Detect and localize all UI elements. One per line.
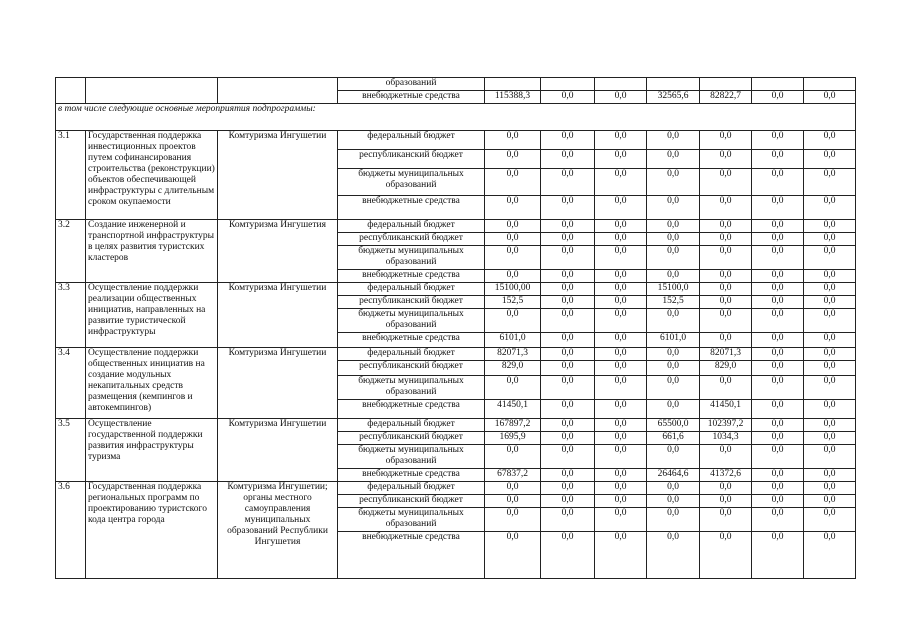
value-cell: 0,0: [752, 508, 804, 532]
value-cell: 0,0: [595, 270, 647, 283]
value-cell: 0,0: [647, 376, 700, 400]
value-cell: 0,0: [541, 482, 595, 495]
table-row: [56, 348, 856, 361]
value-cell: 0,0: [595, 309, 647, 333]
value-cell: 0,0: [804, 309, 856, 333]
value-cell: 0,0: [485, 376, 541, 400]
value-cell: 0,0: [541, 348, 595, 361]
value-cell: 82822,7: [700, 91, 752, 104]
value-cell: 0,0: [647, 495, 700, 508]
funding-source-cell: внебюджетные средства: [338, 196, 485, 220]
value-cell: 0,0: [700, 376, 752, 400]
value-cell: [804, 78, 856, 91]
value-cell: 0,0: [752, 220, 804, 233]
value-cell: 15100,0: [647, 283, 700, 296]
value-cell: 0,0: [541, 376, 595, 400]
funding-source-cell: республиканский бюджет: [338, 233, 485, 246]
value-cell: 0,0: [700, 495, 752, 508]
value-cell: 0,0: [804, 246, 856, 270]
value-cell: 0,0: [595, 508, 647, 532]
value-cell: 0,0: [541, 220, 595, 233]
value-cell: 0,0: [804, 150, 856, 169]
value-cell: 1695,9: [485, 432, 541, 445]
value-cell: 0,0: [595, 376, 647, 400]
value-cell: 26464,6: [647, 469, 700, 482]
funding-source-cell: внебюджетные средства: [338, 333, 485, 348]
value-cell: 0,0: [700, 296, 752, 309]
value-cell: 0,0: [541, 445, 595, 469]
section-row: [56, 104, 856, 131]
value-cell: 661,6: [647, 432, 700, 445]
value-cell: [752, 78, 804, 91]
value-cell: 0,0: [804, 361, 856, 376]
value-cell: 0,0: [541, 283, 595, 296]
funding-source-cell: внебюджетные средства: [338, 469, 485, 482]
value-cell: 0,0: [595, 348, 647, 361]
value-cell: 0,0: [541, 361, 595, 376]
funding-source-cell: бюджеты муниципальных образований: [338, 309, 485, 333]
value-cell: 0,0: [700, 169, 752, 196]
value-cell: 0,0: [804, 196, 856, 220]
value-cell: 0,0: [485, 270, 541, 283]
value-cell: 0,0: [541, 296, 595, 309]
value-cell: 0,0: [595, 469, 647, 482]
value-cell: 0,0: [752, 445, 804, 469]
value-cell: 0,0: [595, 196, 647, 220]
funding-source-cell: федеральный бюджет: [338, 283, 485, 296]
value-cell: 0,0: [647, 532, 700, 579]
funding-source-cell: республиканский бюджет: [338, 432, 485, 445]
value-cell: 0,0: [804, 445, 856, 469]
value-cell: 0,0: [804, 270, 856, 283]
budget-table-body: [56, 78, 856, 579]
value-cell: 0,0: [595, 220, 647, 233]
value-cell: 0,0: [595, 495, 647, 508]
table-row: [56, 482, 856, 495]
activity-executor: Комтуризма Ингушетии: [218, 131, 338, 220]
value-cell: 0,0: [541, 196, 595, 220]
value-cell: 0,0: [804, 532, 856, 579]
value-cell: 0,0: [595, 361, 647, 376]
value-cell: 0,0: [485, 233, 541, 246]
value-cell: 0,0: [752, 233, 804, 246]
value-cell: 0,0: [485, 246, 541, 270]
value-cell: 0,0: [647, 220, 700, 233]
value-cell: [541, 78, 595, 91]
funding-source-cell: внебюджетные средства: [338, 532, 485, 579]
value-cell: 0,0: [485, 220, 541, 233]
value-cell: 0,0: [804, 283, 856, 296]
value-cell: 0,0: [485, 482, 541, 495]
value-cell: 41450,1: [700, 400, 752, 419]
value-cell: 0,0: [647, 348, 700, 361]
funding-source-cell: внебюджетные средства: [338, 400, 485, 419]
value-cell: 0,0: [804, 233, 856, 246]
funding-source-cell: республиканский бюджет: [338, 495, 485, 508]
value-cell: 0,0: [647, 361, 700, 376]
value-cell: 0,0: [752, 333, 804, 348]
funding-source-cell: федеральный бюджет: [338, 131, 485, 150]
value-cell: 0,0: [595, 532, 647, 579]
value-cell: 0,0: [541, 419, 595, 432]
value-cell: 829,0: [700, 361, 752, 376]
value-cell: 0,0: [804, 169, 856, 196]
value-cell: 0,0: [700, 131, 752, 150]
value-cell: 0,0: [595, 445, 647, 469]
activity-number: 3.4: [56, 348, 86, 419]
value-cell: 0,0: [541, 91, 595, 104]
value-cell: 167897,2: [485, 419, 541, 432]
activity-number: 3.2: [56, 220, 86, 283]
value-cell: 0,0: [647, 246, 700, 270]
value-cell: 82071,3: [485, 348, 541, 361]
value-cell: 0,0: [752, 348, 804, 361]
activity-executor: Комтуризма Ингушетия: [218, 220, 338, 283]
value-cell: 15100,00: [485, 283, 541, 296]
value-cell: 0,0: [485, 508, 541, 532]
value-cell: 0,0: [541, 333, 595, 348]
value-cell: 41450,1: [485, 400, 541, 419]
funding-source-cell: бюджеты муниципальных образований: [338, 376, 485, 400]
value-cell: 152,5: [647, 296, 700, 309]
budget-table: [55, 77, 856, 579]
funding-source-cell: федеральный бюджет: [338, 348, 485, 361]
activity-number: 3.5: [56, 419, 86, 482]
value-cell: 0,0: [541, 309, 595, 333]
value-cell: 0,0: [485, 495, 541, 508]
activity-executor: Комтуризма Ингушетии: [218, 419, 338, 482]
value-cell: 0,0: [541, 233, 595, 246]
activity-executor: Комтуризма Ингушетии: [218, 283, 338, 348]
value-cell: 0,0: [700, 309, 752, 333]
value-cell: 0,0: [647, 445, 700, 469]
value-cell: 0,0: [595, 246, 647, 270]
value-cell: 0,0: [541, 400, 595, 419]
value-cell: 0,0: [700, 482, 752, 495]
value-cell: 0,0: [595, 150, 647, 169]
value-cell: 0,0: [752, 270, 804, 283]
value-cell: [595, 78, 647, 91]
value-cell: 0,0: [595, 333, 647, 348]
value-cell: 67837,2: [485, 469, 541, 482]
value-cell: 0,0: [804, 333, 856, 348]
activity-name: Создание инженерной и транспортной инфраструктуры в целях развития туристских кластеров: [86, 220, 218, 283]
value-cell: 0,0: [700, 532, 752, 579]
value-cell: 6101,0: [647, 333, 700, 348]
activity-name: Осуществление поддержки реализации общественных инициатив, направленных на развитие туристической инфраструктуры: [86, 283, 218, 348]
value-cell: 152,5: [485, 296, 541, 309]
value-cell: [647, 78, 700, 91]
value-cell: 0,0: [804, 482, 856, 495]
value-cell: 41372,6: [700, 469, 752, 482]
value-cell: 0,0: [700, 333, 752, 348]
value-cell: 0,0: [700, 508, 752, 532]
funding-source-cell: бюджеты муниципальных образований: [338, 169, 485, 196]
value-cell: 0,0: [647, 150, 700, 169]
value-cell: 0,0: [752, 532, 804, 579]
value-cell: 0,0: [485, 131, 541, 150]
value-cell: 0,0: [595, 131, 647, 150]
value-cell: 0,0: [804, 376, 856, 400]
table-row: [56, 283, 856, 296]
value-cell: 0,0: [541, 469, 595, 482]
value-cell: 0,0: [752, 376, 804, 400]
activity-name: Осуществление государственной поддержки развития инфраструктуры туризма: [86, 419, 218, 482]
value-cell: 102397,2: [700, 419, 752, 432]
value-cell: 0,0: [804, 348, 856, 361]
funding-source-cell: федеральный бюджет: [338, 482, 485, 495]
value-cell: 0,0: [752, 482, 804, 495]
value-cell: 0,0: [804, 469, 856, 482]
value-cell: 115388,3: [485, 91, 541, 104]
funding-source-cell: внебюджетные средства: [338, 270, 485, 283]
value-cell: 0,0: [752, 400, 804, 419]
value-cell: 0,0: [752, 469, 804, 482]
value-cell: 0,0: [485, 445, 541, 469]
value-cell: 0,0: [541, 432, 595, 445]
value-cell: 0,0: [752, 432, 804, 445]
value-cell: 0,0: [541, 169, 595, 196]
value-cell: [485, 78, 541, 91]
value-cell: 0,0: [752, 246, 804, 270]
funding-source-cell: образований: [338, 78, 485, 91]
value-cell: 829,0: [485, 361, 541, 376]
value-cell: 6101,0: [485, 333, 541, 348]
activity-number: 3.3: [56, 283, 86, 348]
value-cell: 0,0: [752, 495, 804, 508]
value-cell: 0,0: [647, 270, 700, 283]
activity-name: Осуществление поддержки общественных инициатив на создание модульных некапитальных средств размещения (кемпингов и автокемпингов): [86, 348, 218, 419]
funding-source-cell: республиканский бюджет: [338, 150, 485, 169]
value-cell: 0,0: [752, 309, 804, 333]
value-cell: 0,0: [804, 91, 856, 104]
value-cell: 0,0: [700, 283, 752, 296]
funding-source-cell: бюджеты муниципальных образований: [338, 246, 485, 270]
value-cell: 0,0: [485, 532, 541, 579]
value-cell: 1034,3: [700, 432, 752, 445]
value-cell: 0,0: [647, 508, 700, 532]
funding-source-cell: внебюджетные средства: [338, 91, 485, 104]
value-cell: 0,0: [541, 532, 595, 579]
activity-executor: Комтуризма Ингушетии: [218, 348, 338, 419]
empty-cell: [218, 78, 338, 104]
value-cell: 0,0: [541, 246, 595, 270]
table-row: [56, 131, 856, 150]
value-cell: 0,0: [541, 150, 595, 169]
value-cell: 0,0: [752, 91, 804, 104]
value-cell: 0,0: [804, 432, 856, 445]
value-cell: 0,0: [595, 91, 647, 104]
value-cell: 0,0: [804, 419, 856, 432]
value-cell: 0,0: [647, 309, 700, 333]
value-cell: 0,0: [804, 131, 856, 150]
value-cell: 32565,6: [647, 91, 700, 104]
activity-name: Государственная поддержка региональных программ по проектированию туристского кода центра города: [86, 482, 218, 579]
value-cell: 0,0: [485, 150, 541, 169]
value-cell: 0,0: [700, 220, 752, 233]
value-cell: 0,0: [752, 361, 804, 376]
value-cell: 0,0: [595, 296, 647, 309]
funding-source-cell: бюджеты муниципальных образований: [338, 445, 485, 469]
value-cell: 0,0: [647, 233, 700, 246]
value-cell: 0,0: [752, 150, 804, 169]
value-cell: 0,0: [752, 419, 804, 432]
value-cell: 0,0: [804, 495, 856, 508]
table-row: [56, 220, 856, 233]
value-cell: 0,0: [752, 131, 804, 150]
value-cell: 0,0: [595, 400, 647, 419]
value-cell: 0,0: [595, 283, 647, 296]
value-cell: 0,0: [485, 169, 541, 196]
value-cell: 0,0: [804, 508, 856, 532]
value-cell: 0,0: [700, 270, 752, 283]
value-cell: 0,0: [752, 283, 804, 296]
value-cell: 0,0: [700, 150, 752, 169]
value-cell: 0,0: [647, 196, 700, 220]
value-cell: 0,0: [541, 270, 595, 283]
section-label: в том числе следующие основные мероприятия подпрограммы:: [56, 104, 856, 131]
value-cell: 0,0: [752, 196, 804, 220]
value-cell: 0,0: [647, 482, 700, 495]
value-cell: 0,0: [595, 482, 647, 495]
table-row: [56, 419, 856, 432]
value-cell: 0,0: [700, 196, 752, 220]
funding-source-cell: федеральный бюджет: [338, 220, 485, 233]
value-cell: 0,0: [752, 296, 804, 309]
activity-executor: Комтуризма Ингушетии; органы местного самоуправления муниципальных образований Республики Ингушетия: [218, 482, 338, 579]
activity-number: 3.6: [56, 482, 86, 579]
funding-source-cell: республиканский бюджет: [338, 296, 485, 309]
funding-source-cell: республиканский бюджет: [338, 361, 485, 376]
value-cell: 0,0: [700, 233, 752, 246]
value-cell: 0,0: [595, 419, 647, 432]
value-cell: [700, 78, 752, 91]
value-cell: 0,0: [485, 309, 541, 333]
value-cell: 0,0: [647, 131, 700, 150]
value-cell: 0,0: [700, 246, 752, 270]
value-cell: 0,0: [595, 169, 647, 196]
value-cell: 0,0: [804, 220, 856, 233]
empty-cell: [86, 78, 218, 104]
activity-name: Государственная поддержка инвестиционных проектов путем софинансирования строительства (реконструкции) объектов обеспечивающей инфраструктуры с длительным сроком окупаемости: [86, 131, 218, 220]
value-cell: 0,0: [595, 432, 647, 445]
value-cell: 0,0: [595, 233, 647, 246]
value-cell: 0,0: [647, 169, 700, 196]
value-cell: 0,0: [541, 508, 595, 532]
value-cell: 0,0: [752, 169, 804, 196]
value-cell: 0,0: [485, 196, 541, 220]
value-cell: 0,0: [700, 445, 752, 469]
value-cell: 0,0: [541, 131, 595, 150]
funding-source-cell: бюджеты муниципальных образований: [338, 508, 485, 532]
funding-source-cell: федеральный бюджет: [338, 419, 485, 432]
table-row: [56, 78, 856, 91]
value-cell: 65500,0: [647, 419, 700, 432]
value-cell: 82071,3: [700, 348, 752, 361]
activity-number: 3.1: [56, 131, 86, 220]
value-cell: 0,0: [804, 296, 856, 309]
value-cell: 0,0: [804, 400, 856, 419]
empty-cell: [56, 78, 86, 104]
value-cell: 0,0: [541, 495, 595, 508]
value-cell: 0,0: [647, 400, 700, 419]
